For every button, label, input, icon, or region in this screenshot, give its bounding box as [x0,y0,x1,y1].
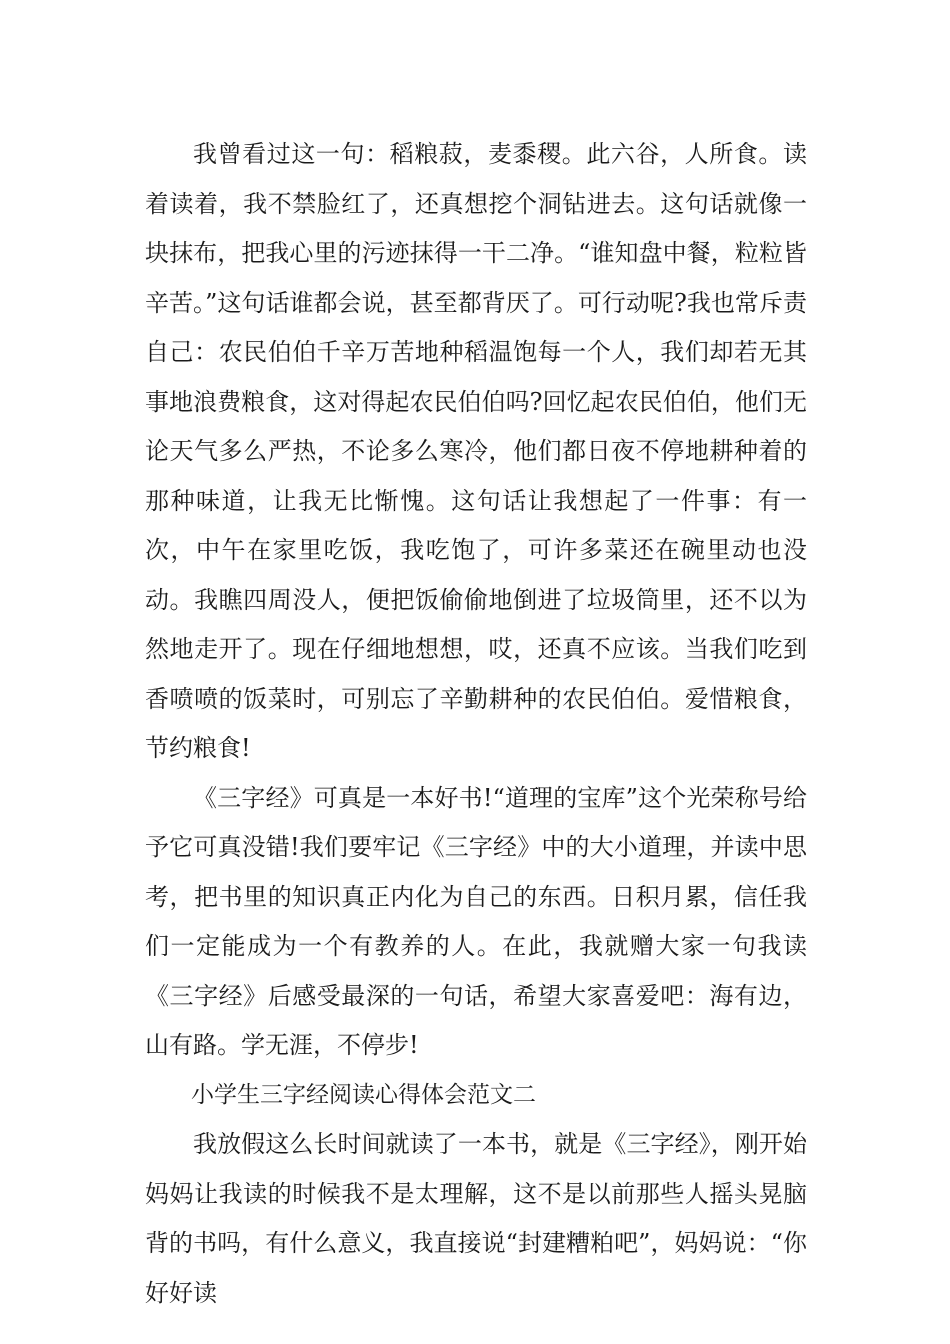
section-title: 小学生三字经阅读心得体会范文二 [191,1081,536,1108]
document-body [145,130,807,1318]
paragraph-rice: 我曾看过这一句：稻粮菽，麦黍稷。此六谷，人所食。读着读着，我不禁脸红了，还真想挖个洞钻进去。这句话就像一块抹布，把我心里的污迹抹得一干二净。“谁知盘中餐，粒粒皆辛苦。”这句话谁都会说，甚至都背厌了。可行动呢?我也常斥责自己：农民伯伯千辛万苦地种稻温饱每一个人，我们却若无其事地浪费粮食，这对得起农民伯伯吗?回忆起农民伯伯，他们无论天气多么严热，不论多么寒冷，他们都日夜不停地耕种着的那种味道，让我无比惭愧。这句话让我想起了一件事：有一次，中午在家里吃饭，我吃饱了，可许多菜还在碗里动也没动。我瞧四周没人，便把饭偷偷地倒进了垃圾筒里，还不以为然地走开了。现在仔细地想想，哎，还真不应该。当我们吃到香喷喷的饭菜时，可别忘了辛勤耕种的农民伯伯。爱惜粮食，节约粮食! [145,140,807,762]
paragraph-holiday-reading: 我放假这么长时间就读了一本书，就是《三字经》，刚开始妈妈让我读的时候我不是太理解，这不是以前那些人摇头晃脑背的书吗，有什么意义，我直接说“封建糟粕吧”，妈妈说：“你好好读 [145,1130,807,1307]
paragraph-three-character-classic: 《三字经》可真是一本好书!“道理的宝库”这个光荣称号给予它可真没错!我们要牢记《三字经》中的大小道理，并读中思考，把书里的知识真正内化为自己的东西。日积月累，信任我们一定能成为一个有教养的人。在此，我就赠大家一句我读《三字经》后感受最深的一句话，希望大家喜爱吧：海有边，山有路。学无涯，不停步! [145,783,807,1059]
